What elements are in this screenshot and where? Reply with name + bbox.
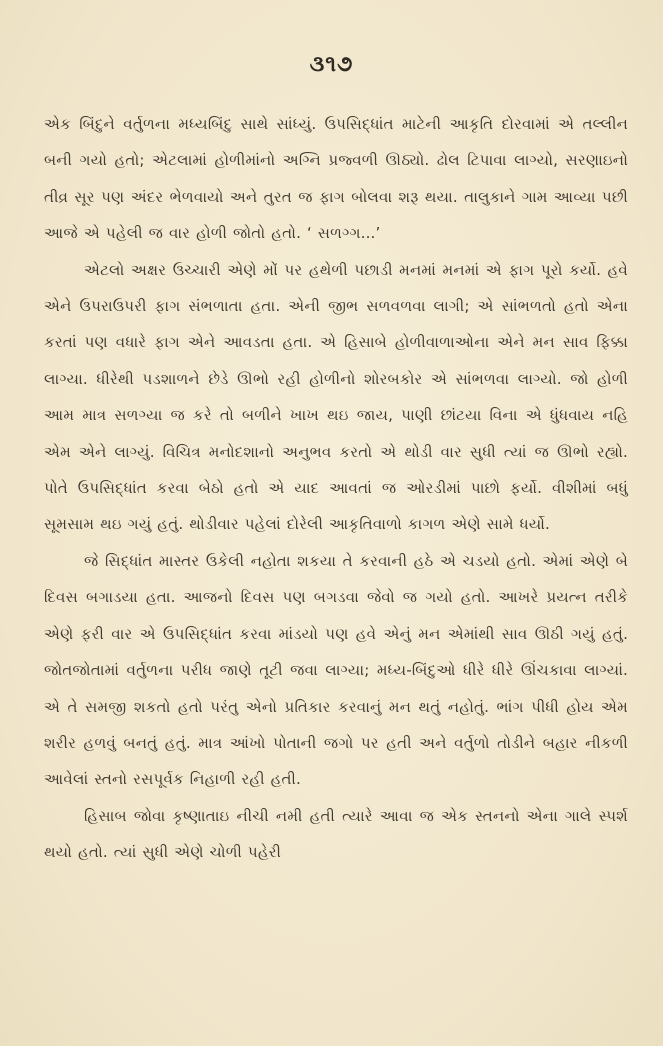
paragraph-4: હિસાબ જોવા કૃષ્ણાતાઇ નીચી નમી હતી ત્યારે આવા જ એક સ્તનનો એના ગાલે સ્પર્શ થયો હતો. ત્યાં સુધી એણે ચોળી પહેરી: [44, 806, 628, 862]
body-text: [44, 106, 628, 871]
page-number: ૩૧૭: [309, 52, 354, 77]
paragraph-3: જે સિદ્ધાંત માસ્તર ઉકેલી નહોતા શકયા તે કરવાની હઠે એ ચડયો હતો. એમાં એણે બે દિવસ બગાડયા હતા. આજનો દિવસ પણ બગડવા જેવો જ ગયો હતો. આખરે પ્રયત્ન તરીકે એણે ફરી વાર એ ઉપસિદ્ધાંત કરવા માંડયો પણ હવે એનું મન એમાંથી સાવ ઊઠી ગયું હતું. જોતજોતામાં વર્તુળના પરીધ જાણે તૂટી જવા લાગ્યા; મધ્ય-બિંદુઓ ધીરે ધીરે ઊંચકાવા લાગ્યાં. એ તે સમજી શકતો હતો પરંતુ એનો પ્રતિકાર કરવાનું મન થતું નહોતું. ભાંગ પીધી હોય એમ શરીર હળવું બનતું હતું. માત્ર આંખો પોતાની જગો પર હતી અને વર્તુળો તોડીને બહાર નીકળી આવેલાં સ્તનો રસપૂર્વક નિહાળી રહી હતી.: [44, 551, 628, 789]
paragraph-1: એક બિંદુને વર્તુળના મધ્યબિંદુ સાથે સાંધ્યું. ઉપસિદ્ધાંત માટેની આકૃતિ દોરવામાં એ તલ્લીન બની ગયો હતો; એટલામાં હોળીમાંનો અગ્નિ પ્રજ્વળી ઊઠ્યો. ઢોલ ટિપાવા લાગ્યો, સરણાઇનો તીવ્ર સૂર પણ અંદર ભેળવાયો અને તુરત જ ફાગ બોલવા શરૂ થયા. તાલુકાને ગામ આવ્યા પછી આજે એ પહેલી જ વાર હોળી જોતો હતો. ‘ સળગ્ગ...’: [44, 115, 628, 243]
paragraph-2: એટલો અક્ષર ઉચ્ચારી એણે મોં પર હથેળી પછાડી મનમાં મનમાં એ ફાગ પૂરો કર્યો. હવે એને ઉપરાઉપરી ફાગ સંભળાતા હતા. એની જીભ સળવળવા લાગી; એ સાંભળતો હતો એના કરતાં પણ વધારે ફાગ એને આવડતા હતા. એ હિસાબે હોળીવાળાઓના એને મન સાવ ફિક્કા લાગ્યા. ધીરેથી પડશાળને છેડે ઊભો રહી હોળીનો શોરબકોર એ સાંભળવા લાગ્યો. જો હોળી આમ માત્ર સળગ્યા જ કરે તો બળીને ખાખ થઇ જાય, પાણી છાંટયા વિના એ ધુંધવાય નહિ એમ એને લાગ્યું. વિચિત્ર મનોદશાનો અનુભવ કરતો એ થોડી વાર સુધી ત્યાં જ ઊભો રહ્યો. પોતે ઉપસિદ્ધાંત કરવા બેઠો હતો એ યાદ આવતાં જ ઓરડીમાં પાછો ફર્યો. વીશીમાં બધું સૂમસામ થઇ ગયું હતું. થોડીવાર પહેલાં દોરેલી આકૃતિવાળો કાગળ એણે સામે ધર્યો.: [44, 260, 628, 534]
